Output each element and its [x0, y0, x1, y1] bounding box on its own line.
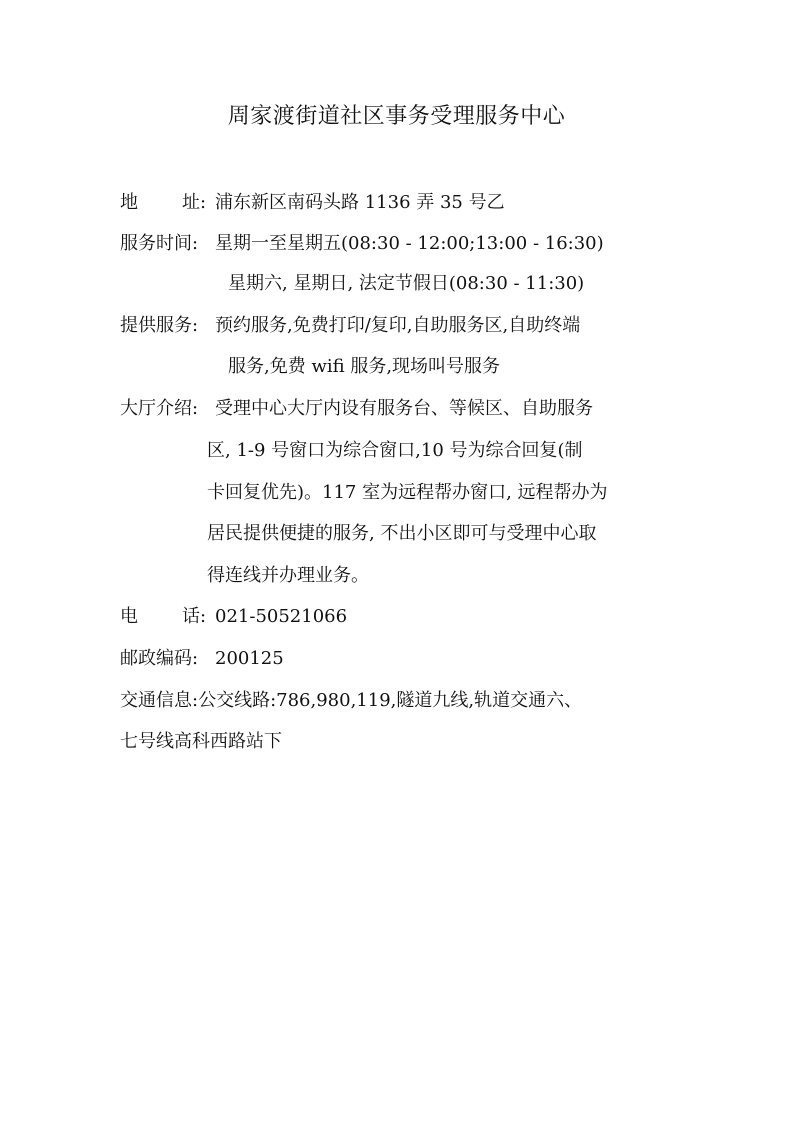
hours-row — [120, 231, 604, 257]
hours-label: 服务时间: — [120, 233, 199, 254]
address-row — [120, 190, 505, 216]
hours-line-2: 星期六, 星期日, 法定节假日(08:30 - 11:30) — [228, 273, 585, 294]
address-label-part2: 址: — [182, 192, 207, 213]
postal-row — [120, 646, 284, 672]
hours-line-1: 星期一至星期五(08:30 - 12:00;13:00 - 16:30) — [215, 233, 604, 254]
address-label-part1: 地 — [120, 192, 138, 213]
hall-line-4: 居民提供便捷的服务, 不出小区即可与受理中心取 — [207, 523, 597, 544]
phone-label-part1: 电 — [120, 606, 138, 627]
transport-line-2: 七号线高科西路站下 — [120, 731, 282, 752]
page-title: 周家渡街道社区事务受理服务中心 — [227, 104, 566, 129]
postal-label: 邮政编码: — [120, 648, 199, 669]
hall-line-1: 受理中心大厅内设有服务台、等候区、自助服务 — [215, 398, 593, 419]
transport-line-1: 公交线路:786,980,119,隧道九线,轨道交通六、 — [198, 690, 583, 711]
services-line-1: 预约服务,免费打印/复印,自助服务区,自助终端 — [215, 315, 581, 336]
phone-row — [120, 604, 347, 630]
transport-row — [120, 688, 582, 714]
address-label — [120, 190, 215, 216]
phone-value: 021-50521066 — [215, 606, 348, 627]
services-row — [120, 313, 580, 339]
address-value: 浦东新区南码头路 1136 弄 35 号乙 — [215, 192, 505, 213]
phone-label — [120, 604, 215, 630]
services-line-2: 服务,免费 wifi 服务,现场叫号服务 — [228, 356, 501, 377]
services-label: 提供服务: — [120, 315, 199, 336]
hall-line-5: 得连线并办理业务。 — [207, 565, 369, 586]
hall-row — [120, 396, 593, 422]
transport-label: 交通信息: — [120, 690, 199, 711]
postal-value: 200125 — [215, 648, 284, 669]
hall-line-3: 卡回复优先)。117 室为远程帮办窗口, 远程帮办为 — [207, 482, 608, 503]
hall-label: 大厅介绍: — [120, 398, 199, 419]
phone-label-part2: 话: — [182, 606, 207, 627]
hall-line-2: 区, 1-9 号窗口为综合窗口,10 号为综合回复(制 — [207, 440, 583, 461]
